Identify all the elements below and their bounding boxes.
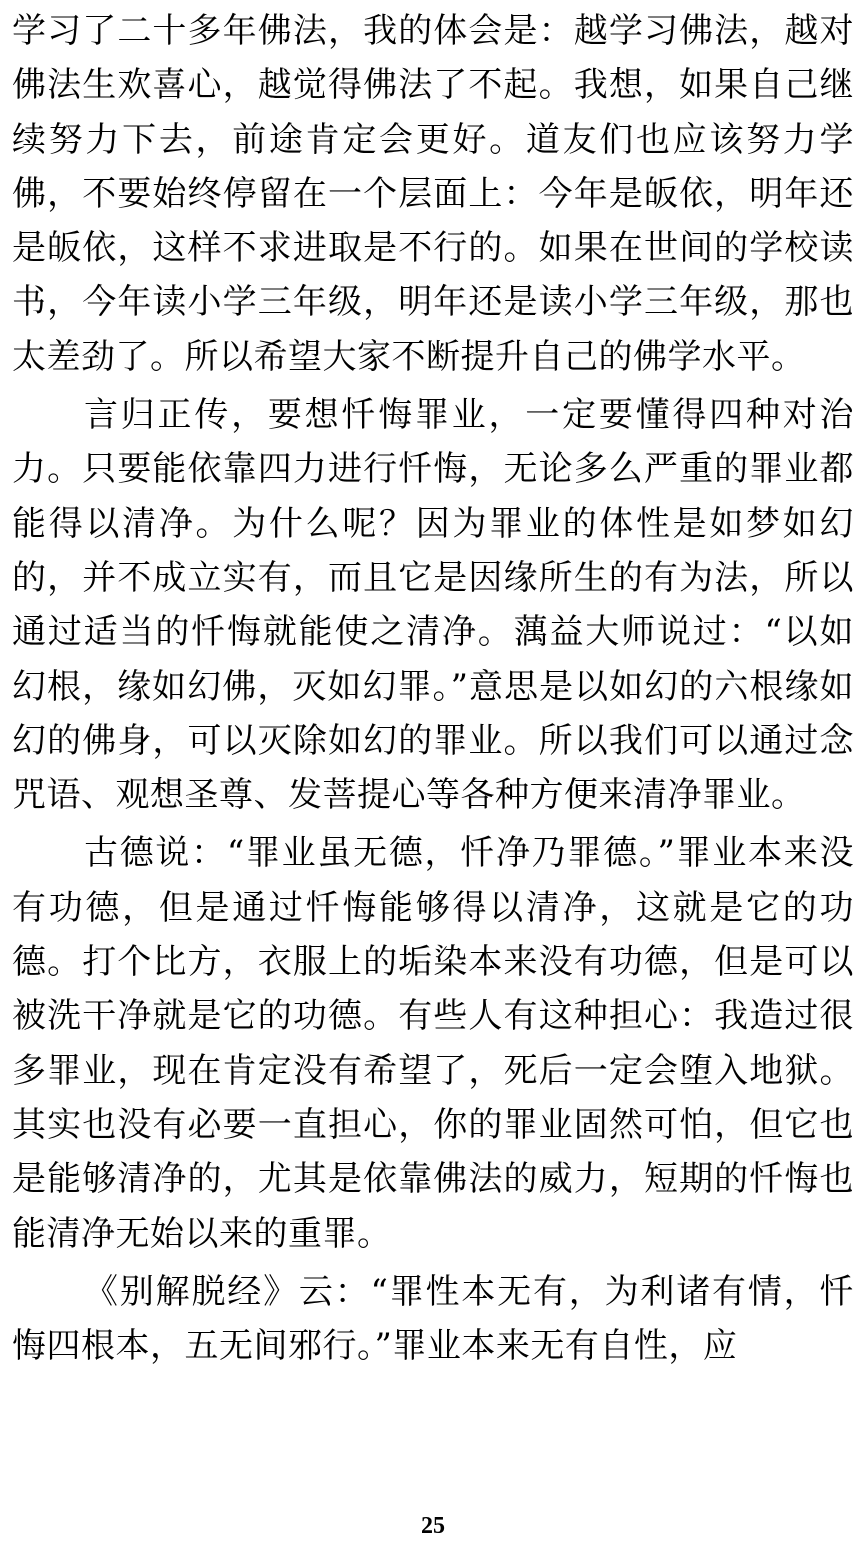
paragraph-3: 古德说：“罪业虽无德，忏净乃罪德。”罪业本来没有功德，但是通过忏悔能够得以清净，这就是它的功德。打个比方，衣服上的垢染本来没有功德，但是可以被洗干净就是它的功德。有些人有这种担心：我造过很多罪业，现在肯定没有希望了，死后一定会堕入地狱。其实也没有必要一直担心，你的罪业固然可怕，但它也是能够清净的，尤其是依靠佛法的威力，短期的忏悔也能清净无始以来的重罪。	[12, 833, 854, 1254]
paragraph-1: 学习了二十多年佛法，我的体会是：越学习佛法，越对佛法生欢喜心，越觉得佛法了不起。我想，如果自己继续努力下去，前途肯定会更好。道友们也应该努力学佛，不要始终停留在一个层面上：今年是皈依，明年还是皈依，这样不求进取是不行的。如果在世间的学校读书，今年读小学三年级，明年还是读小学三年级，那也太差劲了。所以希望大家不断提升自己的佛学水平。	[12, 11, 854, 377]
paragraph-2: 言归正传，要想忏悔罪业，一定要懂得四种对治力。只要能依靠四力进行忏悔，无论多么严重的罪业都能得以清净。为什么呢？因为罪业的体性是如梦如幻的，并不成立实有，而且它是因缘所生的有为法，所以通过适当的忏悔就能使之清净。蕅益大师说过：“以如幻根，缘如幻佛，灭如幻罪。”意思是以如幻的六根缘如幻的佛身，可以灭除如幻的罪业。所以我们可以通过念咒语、观想圣尊、发菩提心等各种方便来清净罪业。	[12, 395, 854, 816]
paragraph-4: 《别解脱经》云：“罪性本无有，为利诸有情，忏悔四根本，五无间邪行。”罪业本来无有自性，应	[12, 1271, 854, 1367]
body-text	[12, 0, 854, 1373]
page-number: 25	[421, 1513, 445, 1539]
